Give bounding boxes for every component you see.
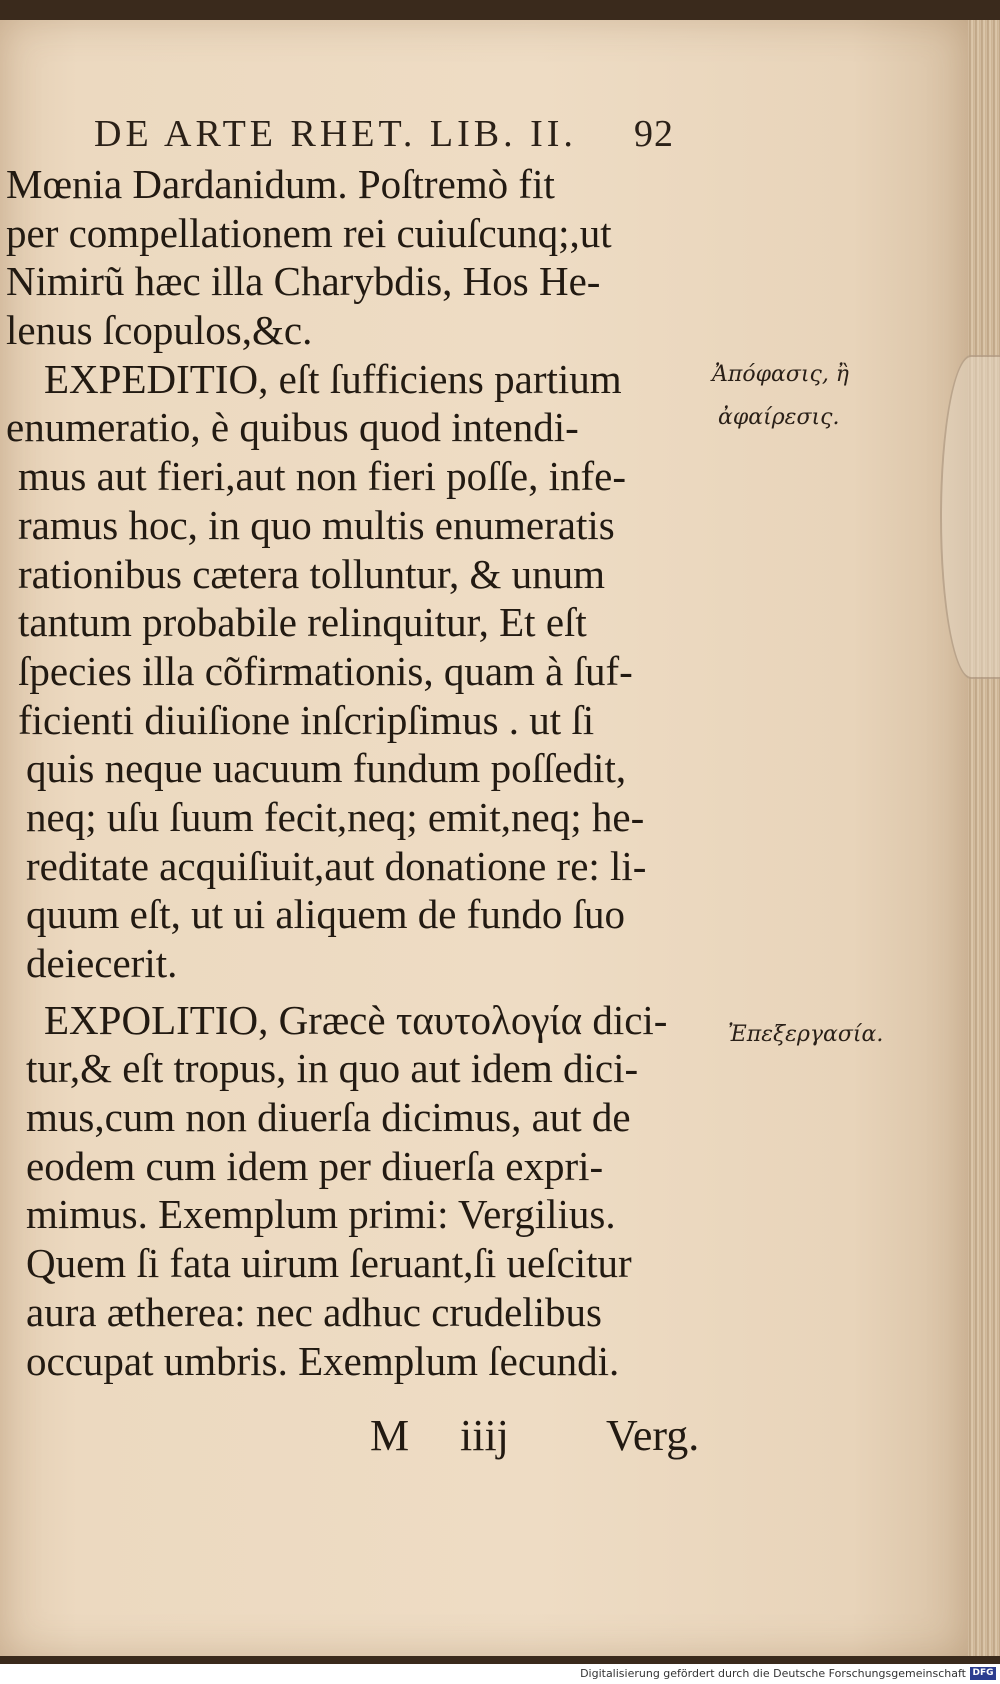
text-line: Quem ſi fata uirum ſeruant,ſi ueſcitur <box>26 1240 632 1287</box>
margin-note-epexergasia: Ἐπεξεργασία. <box>728 1022 884 1047</box>
catchword: Verg. <box>606 1411 700 1460</box>
paragraph-gap <box>6 988 716 996</box>
text-line: mus aut fieri,aut non fieri poſſe, infe- <box>18 453 626 500</box>
page-number: 92 <box>634 113 674 155</box>
text-line: per compellationem rei cuiuſcunq;,ut <box>6 209 612 256</box>
text-line: quis neque uacuum fundum poſſedit, <box>26 745 627 792</box>
page-edges <box>968 20 1000 1656</box>
text-line-expolitio: EXPOLITIO, Græcè ταυτολογία dici- <box>44 996 668 1043</box>
text-line: mus,cum non diuerſa dicimus, aut de <box>26 1094 631 1141</box>
text-line: eodem cum idem per diuerſa expri- <box>26 1142 604 1189</box>
margin-note-aphairesis: ἀφαίρεσις. <box>718 405 840 430</box>
text-line: tantum probabile relinquitur, Et eſt <box>18 599 587 646</box>
text-line: mimus. Exemplum primi: Vergilius. <box>26 1191 616 1238</box>
text-line: tur,& eſt tropus, in quo aut idem dici- <box>26 1045 639 1092</box>
text-line: occupat umbris. Exemplum ſecundi. <box>26 1337 620 1384</box>
text-line: Mœnia Dardanidum. Poſtremò fit <box>6 161 555 207</box>
text-line: ficienti diuiſione inſcripſimus . ut ſi <box>18 696 595 743</box>
text-line: deiecerit. <box>26 940 178 986</box>
text-line: enumeratio, è quibus quod intendi- <box>6 404 579 451</box>
running-head <box>94 112 674 160</box>
digitization-credit: Digitalisierung gefördert durch die Deutsche Forschungsgemeinschaft <box>580 1667 966 1680</box>
dfg-logo: DFG <box>970 1667 996 1680</box>
text-line: rationibus cætera tolluntur, & unum <box>18 550 606 597</box>
leaf-number: iiij <box>460 1411 509 1460</box>
text-line: ſpecies illa cõfirmationis, quam à ſuf- <box>18 647 633 694</box>
footer <box>0 1664 1000 1684</box>
margin-note-apophasis: Ἀπόφασις, ἢ <box>712 362 849 387</box>
text-line: neq; uſu ſuum fecit,neq; emit,neq; he- <box>26 793 645 840</box>
text-line-expeditio: EXPEDITIO, eſt ſufficiens partium <box>44 355 622 402</box>
signature-mark: M <box>370 1411 410 1460</box>
text-line: quum eſt, ut ui aliquem de fundo ſuo <box>26 891 625 938</box>
body-text <box>6 160 716 1385</box>
text-line: reditate acquiſiuit,aut donatione re: li- <box>26 842 647 889</box>
text-line: Nimirũ hæc illa Charybdis, Hos He- <box>6 258 601 305</box>
text-line: lenus ſcopulos,&c. <box>6 307 313 354</box>
page-clip <box>940 355 1000 679</box>
catchwords <box>370 1410 720 1470</box>
text-line: ramus hoc, in quo multis enumeratis <box>18 501 615 548</box>
running-head-title: DE ARTE RHET. LIB. II. <box>94 113 577 155</box>
text-line: aura ætherea: nec adhuc crudelibus <box>26 1288 603 1335</box>
